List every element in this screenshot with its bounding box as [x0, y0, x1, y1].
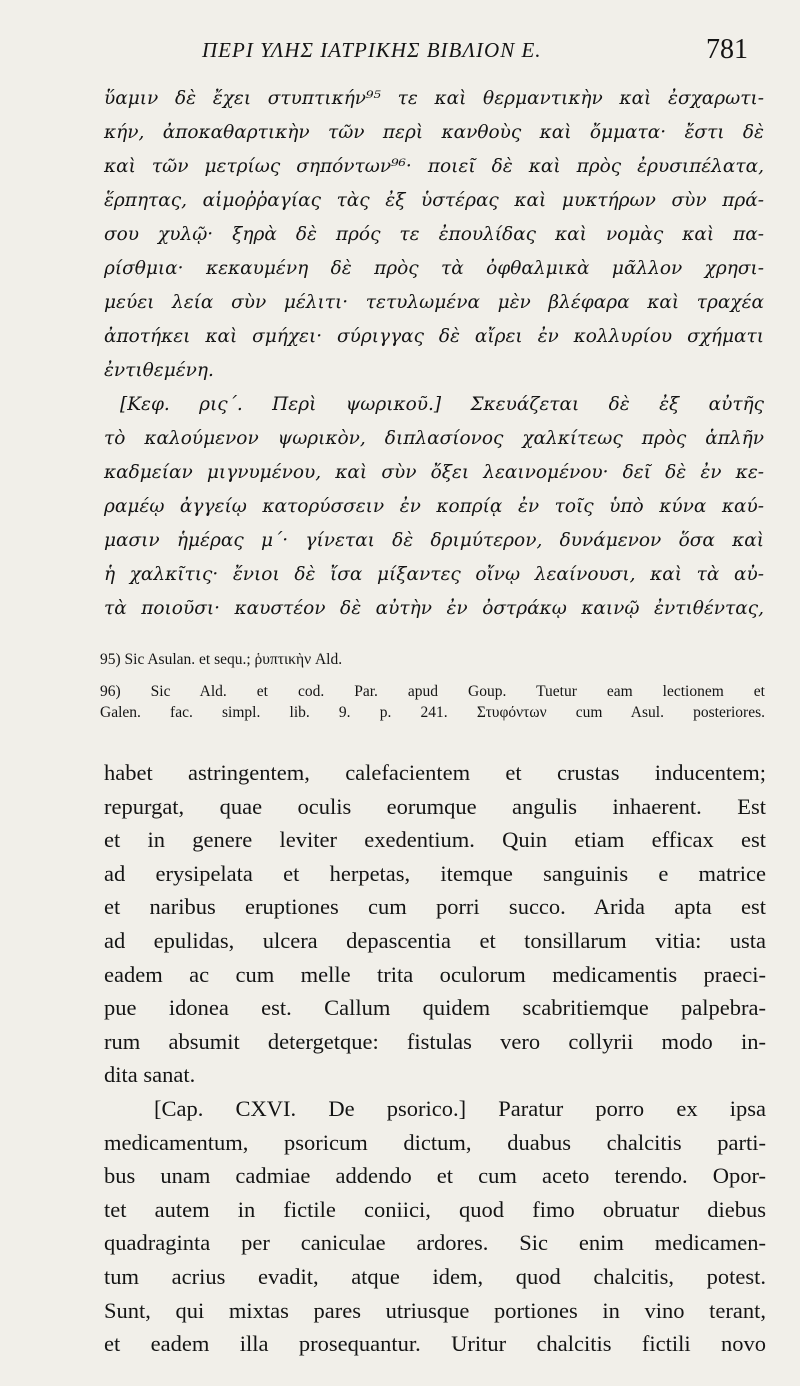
footnote-96: 96) Sic Ald. et cod. Par. apud Goup. Tuetur eam lectionem et: [100, 683, 765, 700]
greek-line: σου χυλῷ· ξηρὰ δὲ πρός τε ἐπουλίδας καὶ νομὰς καὶ πα-: [104, 224, 764, 245]
greek-line: κήν, ἀποκαθαρτικὴν τῶν περὶ κανθοὺς καὶ ὄμματα· ἔστι δὲ: [104, 122, 764, 143]
latin-line: quadraginta per caniculae ardores. Sic enim medicamen-: [104, 1230, 766, 1256]
greek-line: καὶ τῶν μετρίως σηπόντων⁹⁶· ποιεῖ δὲ καὶ πρὸς ἐρυσιπέλατα,: [104, 156, 764, 177]
latin-line: ad epulidas, ulcera depascentia et tonsillarum vitia: usta: [104, 927, 766, 953]
greek-line: ὕαμιν δὲ ἔχει στυπτικήν⁹⁵ τε καὶ θερμαντικὴν καὶ ἐσχαρωτι-: [104, 88, 764, 109]
greek-line: τὰ ποιοῦσι· καυστέον δὲ αὐτὴν ἐν ὀστράκῳ καινῷ ἐντιθέντας,: [104, 598, 764, 619]
greek-line: μεύει λεία σὺν μέλιτι· τετυλωμένα μὲν βλέφαρα καὶ τραχέα: [104, 292, 764, 313]
page-header: [0, 34, 800, 74]
latin-chapter-heading-line: [Cap. CXVI. De psorico.] Paratur porro ex ipsa: [154, 1095, 766, 1121]
latin-line: tum acrius evadit, atque idem, quod chalcitis, potest.: [104, 1263, 766, 1289]
greek-line: ραμέῳ ἀγγείῳ κατορύσσειν ἐν κοπρίᾳ ἐν τοῖς ὑπὸ κύνα καύ-: [104, 496, 764, 517]
latin-line: bus unam cadmiae addendo et cum aceto terendo. Opor-: [104, 1163, 766, 1189]
latin-line: habet astringentem, calefacientem et crustas inducentem;: [104, 760, 766, 785]
greek-line: μασιν ἡμέρας μ΄· γίνεται δὲ δριμύτερον, δυνάμενον ὅσα καὶ: [104, 530, 764, 551]
latin-line: pue idonea est. Callum quidem scabritiemque palpebra-: [104, 995, 766, 1021]
greek-line: τὸ καλούμενον ψωρικὸν, διπλασίονος χαλκίτεως πρὸς ἁπλῆν: [104, 428, 764, 449]
latin-line: et naribus eruptiones cum porri succo. Arida apta est: [104, 894, 766, 920]
latin-text-block: [104, 756, 766, 1361]
greek-chapter-heading-line: [Κεφ. ρις΄. Περὶ ψωρικοῦ.] Σκευάζεται δὲ ἐξ αὐτῆς: [120, 394, 764, 415]
greek-line: ἐντιθεμένη.: [104, 360, 214, 381]
greek-line: ἕρπητας, αἱμοῤῥαγίας τὰς ἐξ ὑστέρας καὶ μυκτήρων σὺν πρά-: [104, 190, 764, 211]
greek-line: καδμείαν μιγνυμένου, καὶ σὺν ὄξει λεαινομένου· δεῖ δὲ ἐν κε-: [104, 462, 764, 483]
latin-line: Sunt, qui mixtas pares utriusque portiones in vino terant,: [104, 1297, 766, 1323]
latin-line: eadem ac cum melle trita oculorum medicamentis praeci-: [104, 961, 766, 987]
latin-line: et in genere leviter exedentium. Quin etiam efficax est: [104, 827, 766, 853]
footnote-96-continuation: Galen. fac. simpl. lib. 9. p. 241. Στυφόντων cum Asul. posteriores.: [100, 704, 765, 721]
page-number: 781: [706, 34, 748, 65]
footnotes: [100, 650, 765, 723]
greek-text-block: [104, 82, 764, 626]
greek-line: ἀποτήκει καὶ σμήχει· σύριγγας δὲ αἴρει ἐν κολλυρίου σχήματι: [104, 326, 764, 347]
running-title: ΠΕΡΙ ΥΛΗΣ ΙΑΤΡΙΚΗΣ ΒΙΒΛΙΟΝ Ε.: [202, 38, 542, 62]
greek-line: ἡ χαλκῖτις· ἔνιοι δὲ ἴσα μίξαντες οἴνῳ λεαίνουσι, καὶ τὰ αὐ-: [104, 564, 764, 585]
latin-line: repurgat, quae oculis eorumque angulis inhaerent. Est: [104, 793, 766, 819]
greek-line: ρίσθμια· κεκαυμένη δὲ πρὸς τὰ ὀφθαλμικὰ μᾶλλον χρησι-: [104, 258, 764, 279]
latin-line: dita sanat.: [104, 1062, 196, 1088]
latin-line: tet autem in fictile coniici, quod fimo obruatur diebus: [104, 1196, 766, 1222]
footnote-95: 95) Sic Asulan. et sequ.; ῥυπτικὴν Ald.: [100, 651, 343, 668]
latin-line: rum absumit detergetque: fistulas vero collyrii modo in-: [104, 1028, 766, 1054]
latin-line: et eadem illa prosequantur. Uritur chalcitis fictili novo: [104, 1331, 766, 1357]
latin-line: medicamentum, psoricum dictum, duabus chalcitis parti-: [104, 1129, 766, 1155]
latin-line: ad erysipelata et herpetas, itemque sanguinis e matrice: [104, 860, 766, 886]
